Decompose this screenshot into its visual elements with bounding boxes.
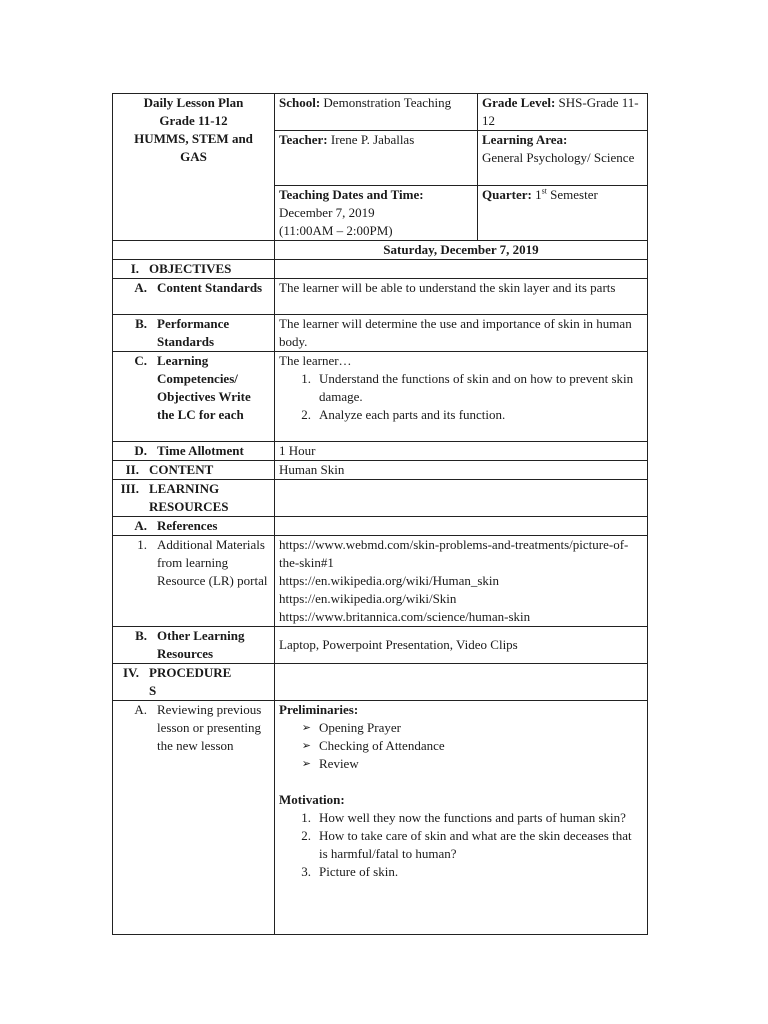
school-value: Demonstration Teaching (323, 95, 452, 110)
day-heading-row (113, 241, 648, 260)
section-label: CONTENT (149, 462, 214, 477)
list-number: 1. (301, 810, 311, 825)
quarter-rest: Semester (550, 187, 598, 202)
learning-area-value: General Psychology/ Science (482, 150, 635, 165)
section-label-wrap: S (149, 683, 157, 698)
other-resources-row (113, 627, 648, 664)
item-letter: D. (134, 443, 147, 458)
reviewing-row (113, 701, 648, 935)
header-row-school (113, 94, 648, 131)
procedures-row (113, 664, 648, 701)
section-number: III. (120, 481, 139, 496)
reference-link[interactable]: https://www.britannica.com/science/human-skin (279, 609, 531, 624)
list-number: 2. (301, 828, 311, 843)
teacher-value: Irene P. Jaballas (330, 132, 415, 147)
item-letter: A. (134, 518, 147, 533)
reference-links (275, 536, 648, 627)
dates-value: December 7, 2019 (279, 205, 375, 220)
item-label: References (157, 518, 218, 533)
plan-title-line: Grade 11-12 (159, 113, 228, 128)
list-item (279, 809, 643, 827)
performance-standards-row (113, 315, 648, 352)
spacer (279, 773, 643, 791)
lesson-plan-table (112, 93, 648, 935)
dates-label: Teaching Dates and Time: (279, 187, 424, 202)
day-heading: Saturday, December 7, 2019 (275, 241, 648, 260)
section-label: LEARNING RESOURCES (149, 481, 229, 514)
grade-level-cell (478, 94, 648, 131)
reference-link[interactable]: https://en.wikipedia.org/wiki/Human_skin (279, 573, 500, 588)
section-label: PROCEDURE (149, 665, 232, 680)
quarter-sup: st (541, 186, 547, 196)
content-standards-row (113, 279, 648, 315)
dates-cell (275, 186, 478, 241)
item-label: Performance Standards (157, 316, 230, 349)
list-item (279, 737, 643, 755)
item-label: Learning Competencies/ Objectives Write the LC for each (157, 353, 251, 422)
arrow-bullet-icon: ➢ (301, 722, 311, 734)
item-letter: A. (134, 702, 147, 717)
section-number: I. (130, 261, 139, 276)
performance-standards-value: The learner will determine the use and importance of skin in human body. (275, 315, 648, 352)
item-label: Additional Materials from learning Resource (LR) portal (157, 537, 268, 588)
item-letter: B. (135, 628, 147, 643)
list-number: 2. (301, 407, 311, 422)
preliminaries-heading: Preliminaries: (279, 702, 359, 717)
motivation-list (279, 809, 643, 881)
motivation-heading: Motivation: (279, 792, 345, 807)
teacher-label: Teacher: (279, 132, 328, 147)
section-number: II. (125, 462, 139, 477)
list-number: 3. (301, 864, 311, 879)
list-text: Review (319, 756, 359, 771)
item-label: Content Standards (157, 280, 263, 295)
preliminaries-list (279, 719, 643, 773)
list-text: How to take care of skin and what are the skin deceases that is harmful/fatal to human? (319, 828, 632, 861)
item-letter: B. (135, 316, 147, 331)
list-number: 1. (301, 371, 311, 386)
list-item (279, 719, 643, 737)
reviewing-cell (275, 701, 648, 935)
quarter-num: 1 (535, 187, 542, 202)
list-item (279, 406, 643, 424)
learning-area-cell (478, 131, 648, 186)
competencies-cell (275, 352, 648, 442)
arrow-bullet-icon: ➢ (301, 740, 311, 752)
competencies-list (279, 370, 643, 424)
quarter-cell (478, 186, 648, 241)
grade-level-label: Grade Level: (482, 95, 556, 110)
content-standards-value: The learner will be able to understand the skin layer and its parts (275, 279, 648, 315)
reference-link[interactable]: https://www.webmd.com/skin-problems-and-treatments/picture-of-the-skin#1 (279, 537, 629, 570)
content-row (113, 461, 648, 480)
time-allotment-value: 1 Hour (275, 442, 648, 461)
other-resources-value: Laptop, Powerpoint Presentation, Video Clips (275, 627, 648, 664)
list-item (279, 827, 643, 863)
list-item (279, 370, 643, 406)
list-item (279, 755, 643, 773)
item-label: Other Learning Resources (157, 628, 245, 661)
school-cell (275, 94, 478, 131)
learning-resources-row (113, 480, 648, 517)
arrow-bullet-icon: ➢ (301, 758, 311, 770)
plan-title-line: Daily Lesson Plan (143, 95, 244, 110)
additional-materials-row (113, 536, 648, 627)
reference-link[interactable]: https://en.wikipedia.org/wiki/Skin (279, 591, 457, 606)
list-item (279, 863, 643, 881)
item-label: Time Allotment (157, 443, 244, 458)
list-text: Analyze each parts and its function. (319, 407, 506, 422)
plan-title-line: HUMMS, STEM and (134, 131, 253, 146)
teacher-cell (275, 131, 478, 186)
list-text: How well they now the functions and parts of human skin? (319, 810, 626, 825)
plan-title (113, 94, 275, 241)
list-text: Understand the functions of skin and on how to prevent skin damage. (319, 371, 634, 404)
competencies-intro: The learner… (279, 353, 352, 368)
item-label: Reviewing previous lesson or presenting the new lesson (157, 702, 262, 753)
list-text: Picture of skin. (319, 864, 399, 879)
list-text: Checking of Attendance (319, 738, 445, 753)
quarter-label: Quarter: (482, 187, 532, 202)
school-label: School: (279, 95, 321, 110)
plan-title-line: GAS (180, 149, 207, 164)
section-number: IV. (122, 665, 139, 680)
grade-level-value: SHS-Grade 11-12 (482, 95, 639, 128)
learning-area-label: Learning Area: (482, 132, 568, 147)
list-text: Opening Prayer (319, 720, 401, 735)
references-row (113, 517, 648, 536)
competencies-row (113, 352, 648, 442)
item-letter: A. (134, 280, 147, 295)
item-number: 1. (137, 537, 147, 552)
time-allotment-row (113, 442, 648, 461)
time-value: (11:00AM – 2:00PM) (279, 223, 393, 238)
content-value: Human Skin (275, 461, 648, 480)
item-letter: C. (134, 353, 147, 368)
section-label: OBJECTIVES (149, 261, 232, 276)
objectives-row (113, 260, 648, 279)
